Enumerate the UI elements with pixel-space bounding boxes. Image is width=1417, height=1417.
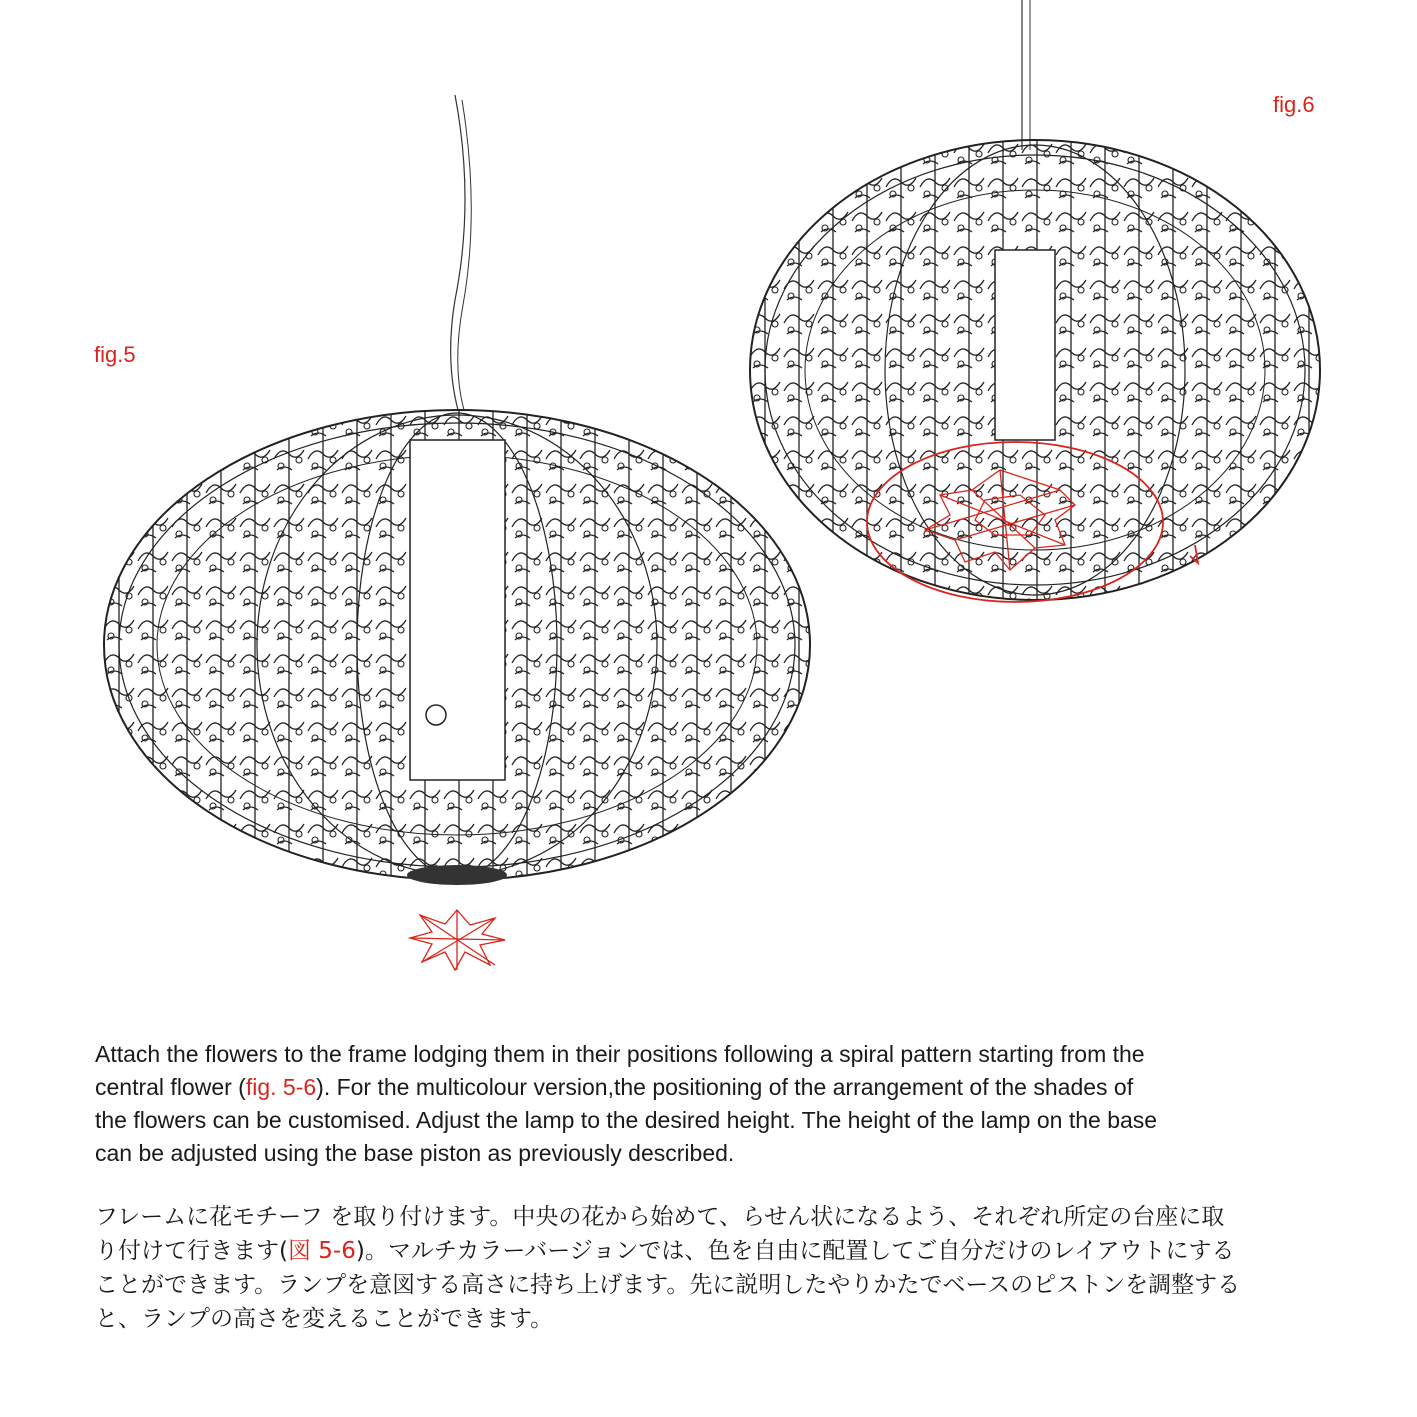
jp-line-3: ことができます。ランプを意図する高さに持ち上げます。先に説明したやりかたでベースのピストンを調整する xyxy=(95,1272,1241,1298)
en-line-2 xyxy=(95,1071,1345,1104)
fig5-label: fig.5 xyxy=(94,342,136,367)
fig6-lamp xyxy=(750,0,1320,602)
jp-line-2-end: )。マルチカラーバージョンでは、色を自由に配置してご自分だけのレイアウトにする xyxy=(355,1238,1235,1264)
jp-line-2-start: り付けて行きます( xyxy=(95,1238,288,1264)
fig5-lamp xyxy=(104,95,810,885)
en-line-1: Attach the flowers to the frame lodging them in their positions following a spiral pattern starting from the xyxy=(95,1041,1145,1067)
jp-line-4: と、ランプの高さを変えることができます。 xyxy=(95,1306,554,1332)
figure-reference-jp: 図 5-6 xyxy=(287,1238,356,1264)
japanese-instructions xyxy=(95,1200,1345,1336)
jp-line-2 xyxy=(95,1234,1345,1268)
en-line-2-start: central flower ( xyxy=(95,1074,246,1100)
fig6-label: fig.6 xyxy=(1273,92,1315,117)
en-line-2-end: ). For the multicolour version,the positioning of the arrangement of the shades of xyxy=(316,1074,1134,1100)
jp-line-1: フレームに花モチーフ を取り付けます。中央の花から始めて、らせん状になるよう、それぞれ所定の台座に取 xyxy=(95,1204,1225,1230)
figure-reference: fig. 5-6 xyxy=(245,1074,317,1100)
fig5-flower xyxy=(410,910,505,970)
en-line-4: can be adjusted using the base piston as previously described. xyxy=(95,1140,735,1166)
english-instructions xyxy=(95,1038,1345,1170)
en-line-3: the flowers can be customised. Adjust the lamp to the desired height. The height of the lamp on the base xyxy=(95,1107,1158,1133)
